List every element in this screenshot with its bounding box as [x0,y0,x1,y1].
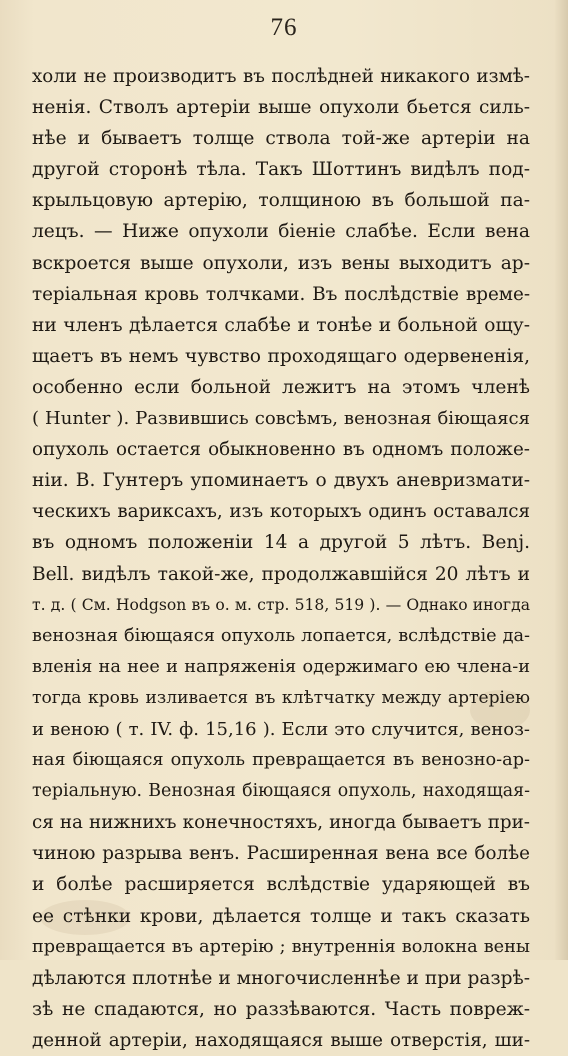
text-line: чиною разрыва венъ. Расширенная вена все болѣе [32,843,530,865]
text-line: ческихъ вариксахъ, изъ которыхъ одинъ оставался [32,501,530,523]
text-line: ее стѣнки крови, дѣлается толще и такъ сказать [32,905,530,927]
page-number: 76 [270,14,298,41]
page-edge-shadow [554,0,568,960]
body-text [32,61,530,1056]
text-line: щаетъ въ немъ чувство проходящаго одервененія, [32,345,530,367]
text-line: и веною ( т. IV. ф. 15,16 ). Если это случится, веноз- [32,718,530,740]
text-line: лецъ. — Ниже опухоли біеніе слабѣе. Если вена [32,221,530,243]
text-line: венозная біющаяся опухоль лопается, вслѣдствіе да- [32,625,530,646]
text-line: дѣлаются плотнѣе и многочисленнѣе и при разрѣ- [32,967,530,989]
text-line: тогда кровь изливается въ клѣтчатку между артеріею [32,687,530,708]
text-line: ніи. В. Гунтеръ упоминаетъ о двухъ аневризмати- [32,470,530,492]
text-line: крыльцовую артерію, толщиною въ большой па- [32,190,530,212]
text-line: вскроется выше опухоли, изъ вены выходитъ ар- [32,252,530,274]
text-line: нѣе и бываетъ толще ствола той-же артеріи на [32,128,530,150]
text-line: опухоль остается обыкновенно въ одномъ положе- [32,439,530,461]
text-line: ( Hunter ). Развившись совсѣмъ, венозная біющаяся [32,408,530,430]
text-line: теріальная кровь толчками. Въ послѣдствіе време- [32,283,530,305]
text-line: денной артеріи, находящаяся выше отверстія, ши- [32,1029,530,1051]
text-line: и болѣе расширяется вслѣдствіе ударяющей въ [32,874,530,896]
text-line: Bell. видѣлъ такой-же, продолжавшійся 20 лѣтъ и [32,563,530,585]
text-line: ная біющаяся опухоль превращается въ венозно-ар- [32,750,530,771]
text-line: ненія. Стволъ артеріи выше опухоли бьется силь- [32,97,530,119]
text-line: другой сторонѣ тѣла. Такъ Шоттинъ видѣлъ под- [32,159,530,181]
text-line: ни членъ дѣлается слабѣе и тонѣе и больной ощу- [32,314,530,336]
text-line: превращается въ артерію ; внутреннія волокна вены [32,936,530,957]
text-line: теріальную. Венозная біющаяся опухоль, находящая- [32,781,530,802]
text-line: холи не производитъ въ послѣдней никакого измѣ- [32,66,530,87]
text-line: въ одномъ положеніи 14 а другой 5 лѣтъ. Benj. [32,532,530,554]
text-line: т. д. ( См. Hodgson въ о. м. стр. 518, 519 ). — Однако иногда [32,595,530,614]
text-line: зѣ не спадаются, но раззѣваются. Часть повреж- [32,998,530,1020]
text-line: вленія на нее и напряженія одержимаго ею члена-и [32,656,530,677]
text-line: ся на нижнихъ конечностяхъ, иногда бываетъ при- [32,812,530,834]
text-line: особенно если больной лежитъ на этомъ членѣ [32,376,530,398]
